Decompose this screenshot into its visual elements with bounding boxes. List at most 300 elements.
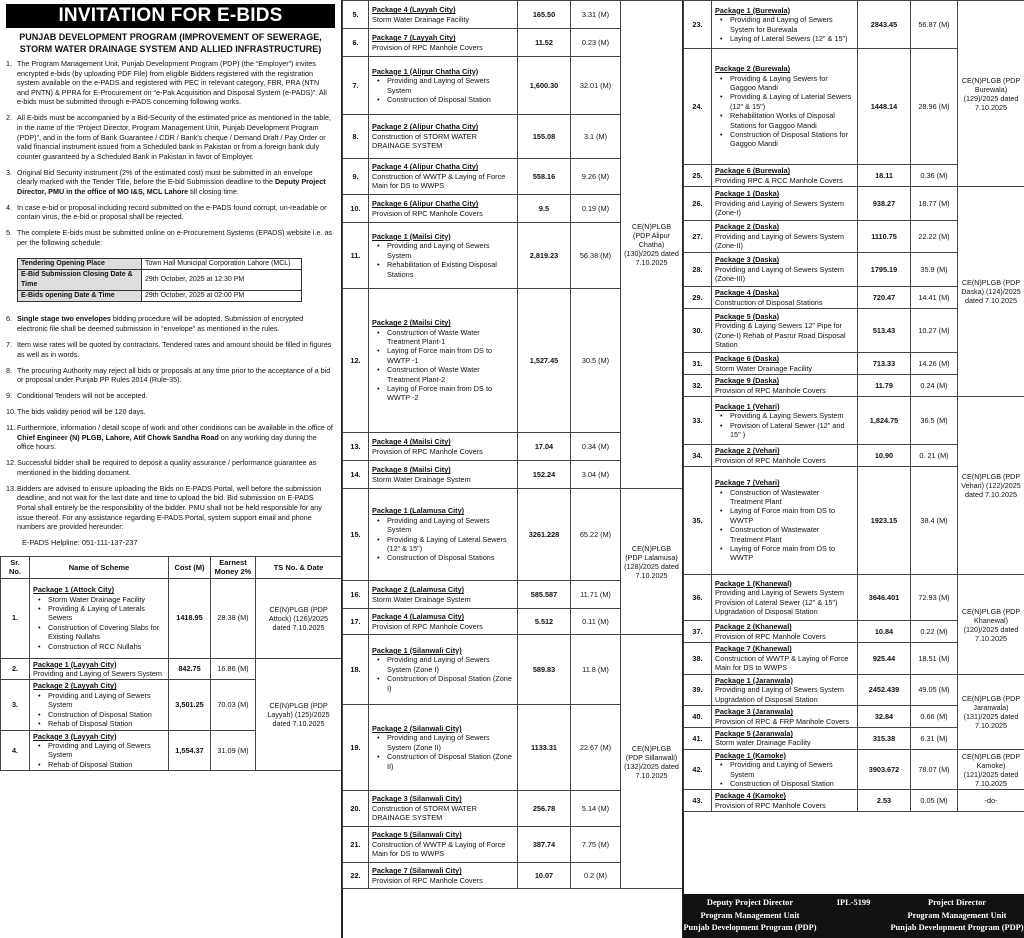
scheme-description: Provision of RPC Manhole Covers (372, 208, 483, 218)
scope-list (717, 488, 854, 563)
ts-number-cell: CE(N)PLGB (PDP Burewala) (129)/2025 dated 7.10.2025 (958, 1, 1024, 187)
cost-cell: 17.04 (518, 433, 571, 461)
table-row (684, 187, 1024, 221)
row-number: 33. (684, 397, 712, 445)
text: The bids validity period will be 120 days. (17, 407, 146, 417)
scheme-cell (712, 749, 858, 790)
scope-item: • Storm Water Drainage Facility (35, 595, 165, 604)
row-number: 4. (1, 730, 30, 771)
cost-cell: 938.27 (858, 187, 911, 221)
scope-item: • Providing & Laying of Laterial Sewers (12" & 15") (717, 92, 854, 111)
ts-number-cell: CE(N)PLGB (PDP Kamoke) (121)/2025 dated 7.10.2025 (958, 749, 1024, 790)
instruction-item (6, 340, 333, 359)
scope-list (374, 733, 514, 771)
schedule-label: E-Bid Submission Closing Date & Time (18, 270, 142, 291)
scheme-description: Storm Water Drainage Facility (372, 14, 470, 24)
earnest-money-cell: 0.34 (M) (571, 433, 621, 461)
scope-item: • Construction of Disposal Stations for Gaggoo Mandi (717, 130, 854, 149)
cost-cell: 925.44 (858, 643, 911, 675)
scope-list (374, 76, 514, 104)
instruction-item (6, 203, 333, 222)
earnest-money-cell: 28.96 (M) (911, 49, 958, 165)
package-name: Package 3 (Daska) (715, 255, 780, 265)
package-name: Package 2 (Alipur Chatha City) (372, 122, 479, 132)
instruction-text (17, 113, 333, 161)
row-number: 37. (684, 621, 712, 643)
package-name: Package 5 (Daska) (715, 311, 780, 321)
text: All E-bids must be accompanied by a Bid-Security of the estimated price as mentioned in the table, in the name of the “Project Director, Program Management Unit, Punjab Development Program (PDP)”, and in the form of Bank Guarantee / CDR / Bank’s cheque / Demand Draft / Pay Order or valid financial instrument issued from a Scheduled bank in Pakistan or from a foreign bank duly counter guaranteed by a Scheduled Bank in Pakistan in favor of Employer. (17, 113, 332, 161)
scheme-cell (369, 581, 518, 609)
table-row (1, 658, 342, 680)
scheme-cell (712, 375, 858, 397)
cost-cell: 10.84 (858, 621, 911, 643)
cost-cell: 1,824.75 (858, 397, 911, 445)
cost-cell: 3646.401 (858, 575, 911, 621)
earnest-money-cell: 16.86 (M) (211, 658, 256, 680)
cost-cell: 1110.75 (858, 221, 911, 253)
scheme-cell (369, 705, 518, 791)
header-ts: TS No. & Date (256, 556, 342, 578)
scope-item: • Providing & Laying Sewers System (717, 411, 854, 420)
schedule-value: Town Hall Municipal Corporation Lahore (MCL) (142, 259, 302, 270)
instruction-number: 4. (6, 202, 12, 212)
package-name: Package 1 (Burewala) (715, 5, 791, 15)
ts-number-cell: CE(N)PLGB (PDP Jaranwala) (131)/2025 dated 7.10.2025 (958, 675, 1024, 750)
package-name: Package 4 (Alipur Chatha City) (372, 162, 479, 172)
package-name: Package 6 (Daska) (715, 354, 780, 364)
instruction-number: 2. (6, 113, 12, 123)
row-number: 23. (684, 1, 712, 49)
scheme-cell (30, 680, 169, 730)
package-name: Package 1 (Vehari) (715, 401, 780, 411)
earnest-money-cell: 14.26 (M) (911, 353, 958, 375)
instruction-text (17, 203, 333, 222)
scope-item: • Rehabilitation Works of Disposal Stations for Gaggoo Mandi (717, 111, 854, 130)
earnest-money-cell: 6.31 (M) (911, 728, 958, 750)
scheme-cell (712, 253, 858, 287)
package-name: Package 4 (Daska) (715, 288, 780, 298)
scheme-cell (369, 635, 518, 705)
scheme-cell (369, 195, 518, 223)
earnest-money-cell: 3.04 (M) (571, 461, 621, 489)
scheme-cell (369, 1, 518, 29)
scope-list (717, 15, 854, 43)
cost-cell: 2452.439 (858, 675, 911, 706)
scope-list (35, 595, 165, 651)
text: Original Bid Security instrument (2% of the estimated cost) must be submitted in an envelope clearly marked with the Tender Title, before the E-bid Submission deadline to the (17, 167, 313, 187)
package-name: Package 7 (Vehari) (715, 478, 780, 488)
package-name: Package 1 (Attock City) (33, 585, 115, 595)
scheme-cell (712, 353, 858, 375)
package-name: Package 2 (Daska) (715, 222, 780, 232)
row-number: 1. (1, 578, 30, 658)
instruction-number: 11. (6, 423, 16, 433)
row-number: 27. (684, 221, 712, 253)
package-name: Package 2 (Khanewal) (715, 622, 792, 632)
scheme-cell (369, 609, 518, 635)
table-row (684, 575, 1024, 621)
instruction-number: 1. (6, 59, 12, 68)
text: The Program Management Unit, Punjab Development Program (PDP) (the “Employer”) invites encrypted e-bids (by uploading PDF File) from eligible Bidders registered with the registration system available on the e-PADS and registered with PEC in relevant category, FBR, PRA (NTN and PNTN) & PPRA for E-Procurement on “e-Pak Acquisition and Disposal System (e-PADS)”. All e-bids must be submitted through e-PADS concerning following works. (17, 59, 327, 107)
table-row (684, 749, 1024, 790)
package-name: Package 2 (Layyah City) (33, 681, 117, 691)
row-number: 10. (343, 195, 369, 223)
table-row (343, 1, 683, 29)
scope-list (374, 241, 514, 279)
row-number: 36. (684, 575, 712, 621)
cost-cell: 2,819.23 (518, 223, 571, 289)
text: bidding procedure will be adopted. Submission of encrypted electronic file shall be deemed submission in “envelope” as mentioned in the rules. (17, 314, 304, 334)
project-director-signature: Project Director Program Management Unit Punjab Development Program (PDP) (890, 898, 1024, 932)
column-left (0, 0, 341, 938)
scheme-cell (30, 578, 169, 658)
scheme-description: Provision of RPC Manhole Covers (715, 631, 826, 641)
scheme-description: Providing and Laying of Sewers System Upgradation of Disposal Station (715, 685, 844, 704)
scheme-cell (369, 159, 518, 195)
scope-item: • Provision of Lateral Sewer (12" and 15" ) (717, 421, 854, 440)
scheme-cell (712, 309, 858, 353)
row-number: 39. (684, 675, 712, 706)
scheme-description: Provision of RPC Manhole Covers (372, 875, 483, 885)
instruction-item (6, 407, 333, 417)
earnest-money-cell: 32.01 (M) (571, 57, 621, 115)
schedule-value: 29th October, 2025 at 02:00 PM (142, 291, 302, 302)
scope-item: • Construction of Disposal Station (Zone II) (374, 752, 514, 771)
row-number: 12. (343, 289, 369, 433)
scheme-description: Construction of STORM WATER DRAINAGE SYSTEM (372, 803, 477, 823)
earnest-money-cell: 65.22 (M) (571, 489, 621, 581)
package-name: Package 2 (Mailsi City) (372, 318, 451, 328)
bold-text: Chief Engineer (N) PLGB, Lahore, Atif Chowk Sandha Road (17, 432, 219, 442)
earnest-money-cell: 70.03 (M) (211, 680, 256, 730)
scheme-cell (712, 575, 858, 621)
package-name: Package 5 (Jaranwala) (715, 729, 793, 739)
scope-item: • Laying of Force main from DS to WWTP (717, 544, 854, 563)
scheme-description: Provision of RPC Manhole Covers (715, 455, 826, 465)
earnest-money-cell: 22.22 (M) (911, 221, 958, 253)
bold-text: Single stage two envelopes (17, 314, 111, 324)
instruction-item (6, 366, 333, 385)
scheme-cell (712, 643, 858, 675)
row-number: 22. (343, 863, 369, 889)
row-number: 3. (1, 680, 30, 730)
cost-cell: 5.512 (518, 609, 571, 635)
scope-item: • Construction of RCC Nullahs (35, 642, 165, 651)
cost-cell: 11.52 (518, 29, 571, 57)
scope-item: • Providing & Laying of Lateral Sewers (12" & 15") (374, 535, 514, 554)
earnest-money-cell: 3.1 (M) (571, 115, 621, 159)
package-name: Package 9 (Daska) (715, 376, 780, 386)
scheme-cell (712, 675, 858, 706)
cost-cell: 720.47 (858, 287, 911, 309)
scope-item: • Providing and Laying of Sewers System for Burewala (717, 15, 854, 34)
signature-footer (683, 894, 1024, 938)
package-name: Package 4 (Lalamusa City) (372, 612, 465, 622)
scope-item: • Providing and Laying of Sewers System (374, 76, 514, 95)
earnest-money-cell: 0.05 (M) (911, 790, 958, 812)
scheme-description: Construction of Disposal Stations (715, 297, 823, 307)
earnest-money-cell: 0.19 (M) (571, 195, 621, 223)
scope-item: • Providing and Laying of Sewers System (Zone I) (374, 655, 514, 674)
scope-item: • Construction of Disposal Station (35, 710, 165, 719)
scheme-cell (369, 57, 518, 115)
package-name: Package 1 (Mailsi City) (372, 231, 451, 241)
earnest-money-cell: 10.27 (M) (911, 309, 958, 353)
text: till closing time. (188, 186, 239, 196)
cost-cell: 513.43 (858, 309, 911, 353)
earnest-money-cell: 14.41 (M) (911, 287, 958, 309)
cost-cell: 18.11 (858, 165, 911, 187)
cost-cell: 713.33 (858, 353, 911, 375)
instruction-text (17, 484, 333, 532)
text: Furthermore, information / detail scope of work and other conditions can be available in the office of (17, 423, 333, 433)
scheme-cell (712, 445, 858, 467)
scheme-cell (712, 397, 858, 445)
row-number: 2. (1, 658, 30, 680)
scheme-cell (369, 289, 518, 433)
helpline: E-PADS Helpline: 051-111-137-237 (22, 538, 138, 548)
earnest-money-cell: 11.71 (M) (571, 581, 621, 609)
earnest-money-cell: 78.07 (M) (911, 749, 958, 790)
cost-cell: 2.53 (858, 790, 911, 812)
row-number: 25. (684, 165, 712, 187)
cost-cell: 9.5 (518, 195, 571, 223)
scope-list (374, 655, 514, 693)
instruction-text (17, 168, 333, 197)
scheme-cell (712, 187, 858, 221)
package-name: Package 2 (Burewala) (715, 64, 791, 74)
package-name: Package 1 (Alipur Chatha City) (372, 66, 479, 76)
earnest-money-cell: 0.22 (M) (911, 621, 958, 643)
package-name: Package 4 (Kamoke) (715, 791, 786, 801)
instruction-text (17, 228, 333, 247)
earnest-money-cell: 31.09 (M) (211, 730, 256, 771)
scope-item: • Providing & Laying Sewers for Gaggoo Mandi (717, 74, 854, 93)
table-row (684, 1, 1024, 49)
earnest-money-cell: 18.77 (M) (911, 187, 958, 221)
cost-cell: 1795.19 (858, 253, 911, 287)
earnest-money-cell: 7.75 (M) (571, 827, 621, 863)
earnest-money-cell: 72.93 (M) (911, 575, 958, 621)
package-name: Package 3 (Jaranwala) (715, 707, 793, 717)
earnest-money-cell: 9.26 (M) (571, 159, 621, 195)
ts-number-cell: CE(N)PLGB (PDP Lalamusa) (128)/2025 dated 7.10.2025 (621, 489, 683, 635)
row-number: 8. (343, 115, 369, 159)
scheme-description: Provision of RPC Manhole Covers (372, 621, 483, 631)
scheme-description: Provision of RPC Manhole Covers (372, 446, 483, 456)
earnest-money-cell: 30.5 (M) (571, 289, 621, 433)
row-number: 38. (684, 643, 712, 675)
scheme-description: Provision of RPC Manhole Covers (372, 42, 483, 52)
scope-list (35, 691, 165, 729)
scope-item: • Providing and Laying of Sewers System (374, 516, 514, 535)
instruction-text (17, 314, 333, 333)
packages-table-3 (683, 0, 1024, 812)
scope-item: • Rehabilitation of Existing Disposal Stations (374, 260, 514, 279)
row-number: 15. (343, 489, 369, 581)
text: on any working day during the office hours. (17, 432, 317, 452)
row-number: 20. (343, 791, 369, 827)
cost-cell: 387.74 (518, 827, 571, 863)
text: In case e-bid or proposal including record submitted on the e-PADS found corrupt, un-readable or contain virus, the e-bid or proposal shall be rejected. (17, 202, 327, 222)
instruction-number: 7. (6, 340, 12, 350)
package-name: Package 1 (Daska) (715, 189, 780, 199)
page-title: INVITATION FOR E-BIDS (6, 4, 335, 28)
scheme-cell (712, 221, 858, 253)
row-number: 7. (343, 57, 369, 115)
row-number: 6. (343, 29, 369, 57)
scheme-cell (369, 433, 518, 461)
table-row (343, 489, 683, 581)
ad-code: IPL-5199 (836, 898, 871, 907)
schedule-value: 29th October, 2025 at 12:30 PM (142, 270, 302, 291)
instruction-text (17, 366, 333, 385)
scheme-cell (369, 223, 518, 289)
earnest-money-cell: 0.66 (M) (911, 706, 958, 728)
row-number: 26. (684, 187, 712, 221)
earnest-money-cell: 0.11 (M) (571, 609, 621, 635)
cost-cell: 155.08 (518, 115, 571, 159)
instruction-text (17, 458, 333, 477)
scope-item: • Construction of Waste Water Treatment Plant-2 (374, 365, 514, 384)
package-name: Package 6 (Alipur Chatha City) (372, 199, 479, 209)
scope-item: • Construction of Disposal Station (Zone I) (374, 674, 514, 693)
table-row (684, 397, 1024, 445)
text: Item wise rates will be quoted by contractors. Tendered rates and amount should be filled in figures as well as in words. (17, 340, 332, 359)
row-number: 9. (343, 159, 369, 195)
instruction-text (17, 391, 333, 401)
cost-cell: 256.78 (518, 791, 571, 827)
subtitle: PUNJAB DEVELOPMENT PROGRAM (IMPROVEMENT OF SEWERAGE, STORM WATER DRAINAGE SYSTEM AND ALLIED INFRASTRUCTURE) (19, 32, 322, 54)
scheme-description: Providing and Laying of Sewers System (Zone-II) (715, 231, 844, 251)
package-name: Package 6 (Burewala) (715, 166, 791, 176)
instruction-item (6, 458, 333, 477)
scope-item: • Construction of Disposal Stations (374, 553, 514, 562)
scope-item: • Providing and Laying of Sewers System (Zone II) (374, 733, 514, 752)
ts-number-cell: CE(N)PLGB (PDP Attock) (126)/2025 dated 7.10.2025 (256, 578, 342, 658)
row-number: 43. (684, 790, 712, 812)
scheme-description: Provision of RPC & FRP Manhole Covers (715, 716, 850, 726)
instruction-number: 10. (6, 407, 16, 417)
scope-list (374, 328, 514, 403)
scheme-description: Provision of RPC Manhole Covers (715, 800, 826, 810)
scheme-cell (712, 621, 858, 643)
scope-item: • Laying of Lateral Sewers (12" & 15") (717, 34, 854, 43)
package-name: Package 7 (Khanewal) (715, 644, 792, 654)
row-number: 41. (684, 728, 712, 750)
instruction-item (6, 228, 333, 247)
cost-cell: 1,527.45 (518, 289, 571, 433)
cost-cell: 842.75 (169, 658, 211, 680)
scope-list (35, 741, 165, 769)
row-number: 24. (684, 49, 712, 165)
earnest-money-cell: 0.24 (M) (911, 375, 958, 397)
scheme-cell (712, 467, 858, 575)
cost-cell: 11.79 (858, 375, 911, 397)
scheme-description: Construction of WWTP & Laying of Force Main for DS to WWPS (715, 653, 849, 673)
package-name: Package 2 (Lalamusa City) (372, 585, 465, 595)
instruction-number: 13. (6, 483, 16, 493)
scheme-cell (30, 658, 169, 680)
table-row (343, 635, 683, 705)
cost-cell: 165.50 (518, 1, 571, 29)
schedule-label: Tendering Opening Place (18, 259, 142, 270)
column-right (683, 0, 1024, 938)
cost-cell: 558.16 (518, 159, 571, 195)
scope-item: • Construction of Wastewater Treatment Plant (717, 488, 854, 507)
schedule-row (18, 270, 302, 291)
earnest-money-cell: 35.9 (M) (911, 253, 958, 287)
table-row (684, 675, 1024, 706)
earnest-money-cell: 0. 21 (M) (911, 445, 958, 467)
column-middle (342, 0, 682, 938)
scheme-cell (369, 29, 518, 57)
row-number: 17. (343, 609, 369, 635)
earnest-money-cell: 5.14 (M) (571, 791, 621, 827)
cost-cell: 1418.95 (169, 578, 211, 658)
cost-cell: 3,501.25 (169, 680, 211, 730)
package-name: Package 1 (Layyah City) (33, 659, 117, 669)
header-sr: Sr. No. (1, 556, 30, 578)
packages-table-2 (342, 0, 682, 889)
earnest-money-cell: 36.5 (M) (911, 397, 958, 445)
scope-item: • Providing and Laying of Sewers System (717, 760, 854, 779)
earnest-money-cell: 49.05 (M) (911, 675, 958, 706)
cost-cell: 315.38 (858, 728, 911, 750)
instruction-number: 8. (6, 365, 12, 375)
instruction-item (6, 484, 333, 532)
scheme-description: Providing and Laying of Sewers System Provision of Lateral Sewer (12" & 15") Upgradation of Disposal Station (715, 588, 844, 616)
instruction-text (17, 423, 333, 452)
row-number: 14. (343, 461, 369, 489)
text: The complete E-bids must be submitted online on e-Procurement Systems (EPADS) website i.e. as per the following schedule: (17, 228, 333, 248)
cost-cell: 589.83 (518, 635, 571, 705)
scope-item: • Rehab of Disposal Station (35, 719, 165, 728)
scheme-description: Providing and Laying of Sewers System (33, 669, 162, 679)
schedule-label: E-Bids opening Date & Time (18, 291, 142, 302)
ts-number-cell: CE(N)PLGB (PDP Vehari) (122)/2025 dated 7.10.2025 (958, 397, 1024, 575)
instruction-item (6, 168, 333, 197)
instruction-text (17, 407, 333, 417)
packages-table-1 (0, 556, 341, 771)
earnest-money-cell: 3.31 (M) (571, 1, 621, 29)
row-number: 28. (684, 253, 712, 287)
earnest-money-cell: 0.36 (M) (911, 165, 958, 187)
row-number: 30. (684, 309, 712, 353)
scheme-cell (369, 461, 518, 489)
cost-cell: 32.84 (858, 706, 911, 728)
scheme-description: Construction of WWTP & Laying of Force Main for DS to WWPS (372, 171, 506, 191)
package-name: Package 1 (Silanwali City) (372, 645, 462, 655)
scheme-cell (712, 287, 858, 309)
row-number: 35. (684, 467, 712, 575)
bold-text: Deputy Project Director, PMU in the office of MO I&S, MCL Lahore (17, 177, 326, 196)
schedule-row (18, 259, 302, 270)
row-number: 19. (343, 705, 369, 791)
instruction-number: 6. (6, 314, 12, 324)
instruction-item (6, 391, 333, 401)
scheme-cell (712, 49, 858, 165)
scheme-cell (712, 728, 858, 750)
instruction-item (6, 314, 333, 333)
package-name: Package 8 (Mailsi City) (372, 465, 451, 475)
instruction-item (6, 423, 333, 452)
cost-cell: 3261.228 (518, 489, 571, 581)
scheme-cell (712, 165, 858, 187)
row-number: 18. (343, 635, 369, 705)
scheme-description: Providing RPC & RCC Manhole Covers (715, 175, 843, 185)
scheme-description: Storm Water Drainage System (372, 594, 471, 604)
